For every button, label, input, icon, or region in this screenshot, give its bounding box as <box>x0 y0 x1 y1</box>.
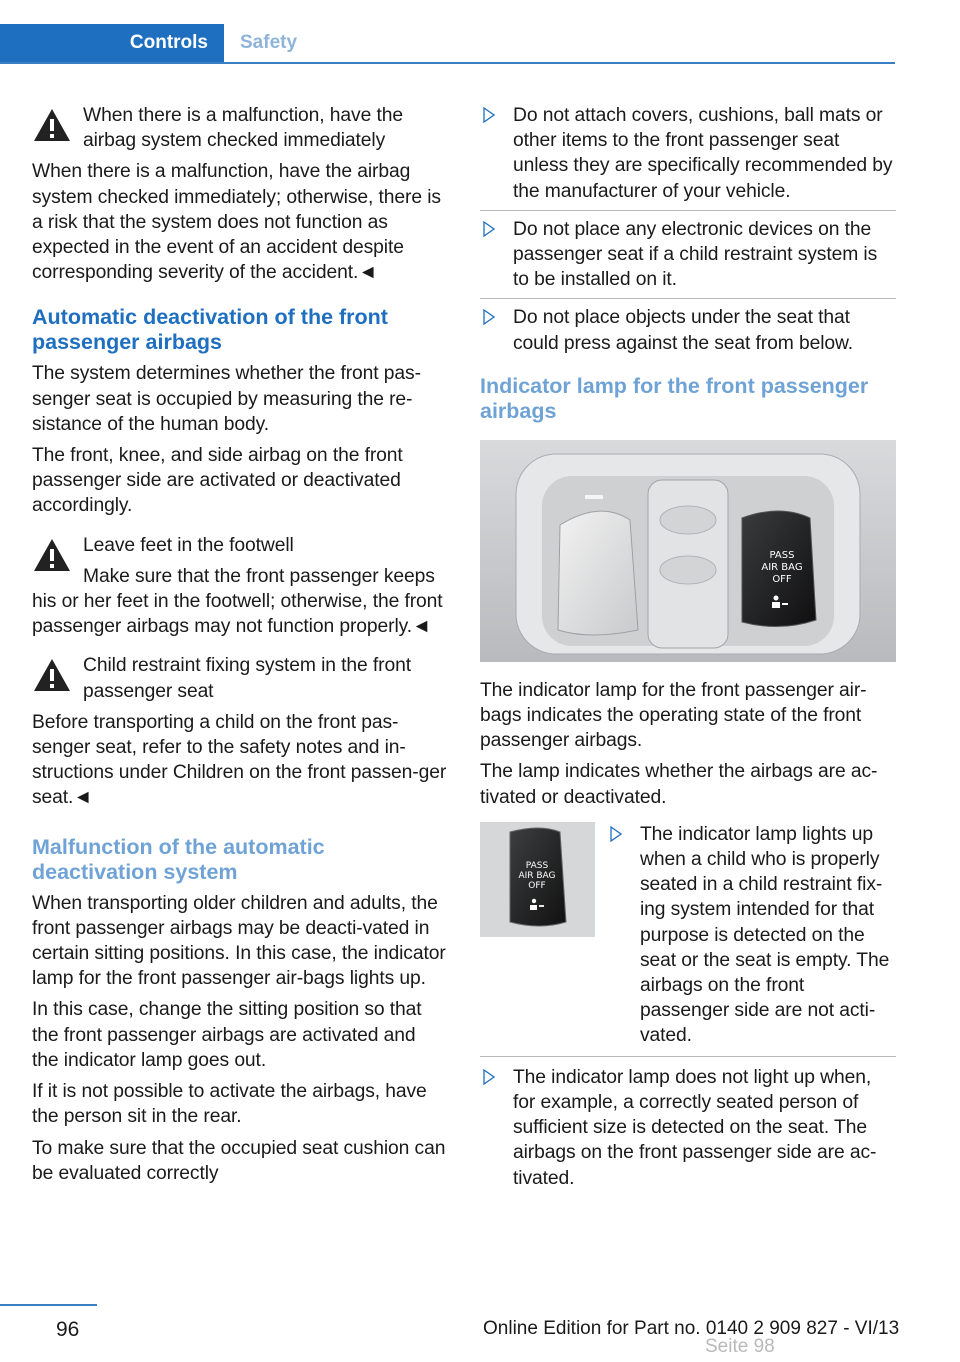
photo-label-airbag: AIR BAG <box>761 561 803 573</box>
lamp-bullets <box>607 822 896 1055</box>
paragraph: The lamp indicates whether the airbags are ac-tivated or deactivated. <box>480 761 878 808</box>
list-item-text: The indicator lamp lights up when a child who is properly seated in a child restraint fix-ing system intended for that purpose is detected on the seat or the seat is empty. The airbags on the front passenger side are not acti-vated. <box>640 823 890 1047</box>
warning-title: When there is a malfunction, have the airbag system checked immediately <box>83 105 403 152</box>
paragraph: The system determines whether the front pas-senger seat is occupied by measuring the re-sistance of the human body. <box>32 363 421 435</box>
paragraph: If it is not possible to activate the airbags, have the person sit in the rear. <box>32 1081 427 1128</box>
heading-indicator-lamp: Indicator lamp for the front passenger airbags <box>480 373 869 423</box>
paragraph: The front, knee, and side airbag on the front passenger side are activated or deactivated accordingly. <box>32 445 403 517</box>
warning-body: When there is a malfunction, have the airbag system checked immediately; otherwise, there is a risk that the system does not function as expected in the event of an accident despite corresponding severity of the accident.◄ <box>32 161 441 284</box>
lamp-status-block <box>480 822 896 1052</box>
heading-malfunction: Malfunction of the automatic deactivation system <box>32 834 325 884</box>
list-item <box>480 103 896 211</box>
airbag-off-lamp-photo <box>480 822 595 937</box>
list-item-text: The indicator lamp does not light up when, for example, a correctly seated person of sufficient size is detected on the seat. The airbags on the front passenger side are ac-tivated. <box>513 1066 877 1189</box>
tab-controls[interactable]: Controls <box>0 24 224 62</box>
list-item-text: Do not place objects under the seat that could press against the seat from below. <box>513 307 854 354</box>
photo-label-off: OFF <box>772 573 792 585</box>
warning-child-restraint <box>32 653 447 703</box>
warning-malfunction <box>32 103 447 153</box>
list-item-text: Do not attach covers, cushions, ball mats or other items to the front passenger seat unless they are specifically recommended by the manufacturer of your vehicle. <box>513 105 893 202</box>
warning-triangle-icon <box>32 657 72 693</box>
triangle-bullet-icon <box>483 221 495 237</box>
warning-footwell <box>32 533 447 558</box>
warning-body: Before transporting a child on the front pas-senger seat, refer to the safety notes and in-structions under Children on the front passen-ger seat.◄ <box>32 711 447 809</box>
left-column <box>32 103 447 1192</box>
warning-triangle-icon <box>32 107 72 143</box>
paragraph: The indicator lamp for the front passenger air-bags indicates the operating state of the front passenger airbags. <box>480 679 867 752</box>
paragraph: When transporting older children and adults, the front passenger airbags may be deacti-vated in certain sitting positions. In this case, the indicator lamp for the front passenger air-bags lights up. <box>32 892 446 990</box>
warning-title: Leave feet in the footwell <box>83 534 294 556</box>
warning-body: Make sure that the front passenger keeps his or her feet in the footwell; otherwise, the front passenger airbags may not function properly.◄ <box>32 565 443 638</box>
triangle-bullet-icon <box>483 309 495 325</box>
header-tabbar <box>0 0 895 64</box>
tab-safety[interactable]: Safety <box>240 32 298 53</box>
photo-label-off: OFF <box>528 880 546 891</box>
paragraph: In this case, change the sitting position so that the front passenger airbags are activated and the indicator lamp goes out. <box>32 999 422 1071</box>
warning-title: Child restraint fixing system in the front passenger seat <box>83 655 411 702</box>
warning-triangle-icon <box>32 537 72 573</box>
triangle-bullet-icon <box>483 107 495 123</box>
paragraph: To make sure that the occupied seat cushion can be evaluated correctly <box>32 1137 446 1184</box>
triangle-bullet-icon <box>610 826 622 842</box>
heading-automatic-deactivation: Automatic deactivation of the front passenger airbags <box>32 305 388 355</box>
photo-label-pass: PASS <box>525 860 549 871</box>
photo-label-pass: PASS <box>769 549 795 561</box>
triangle-bullet-icon <box>483 1069 495 1085</box>
footer-rule <box>0 1304 97 1306</box>
list-item <box>607 822 896 1049</box>
list-item <box>480 305 896 355</box>
right-column <box>480 103 896 1197</box>
page-number: 96 <box>56 1318 80 1341</box>
photo-label-airbag: AIR BAG <box>518 870 556 881</box>
indicator-lamp-photo <box>480 440 896 662</box>
footer-watermark: Seite 98 <box>705 1336 775 1357</box>
footer-edition: Online Edition for Part no. 0140 2 909 827 - VI/13 <box>483 1318 900 1339</box>
list-item <box>480 217 896 300</box>
list-item <box>480 1056 896 1191</box>
list-item-text: Do not place any electronic devices on the passenger seat if a child restraint system is to be installed on it. <box>513 218 878 291</box>
